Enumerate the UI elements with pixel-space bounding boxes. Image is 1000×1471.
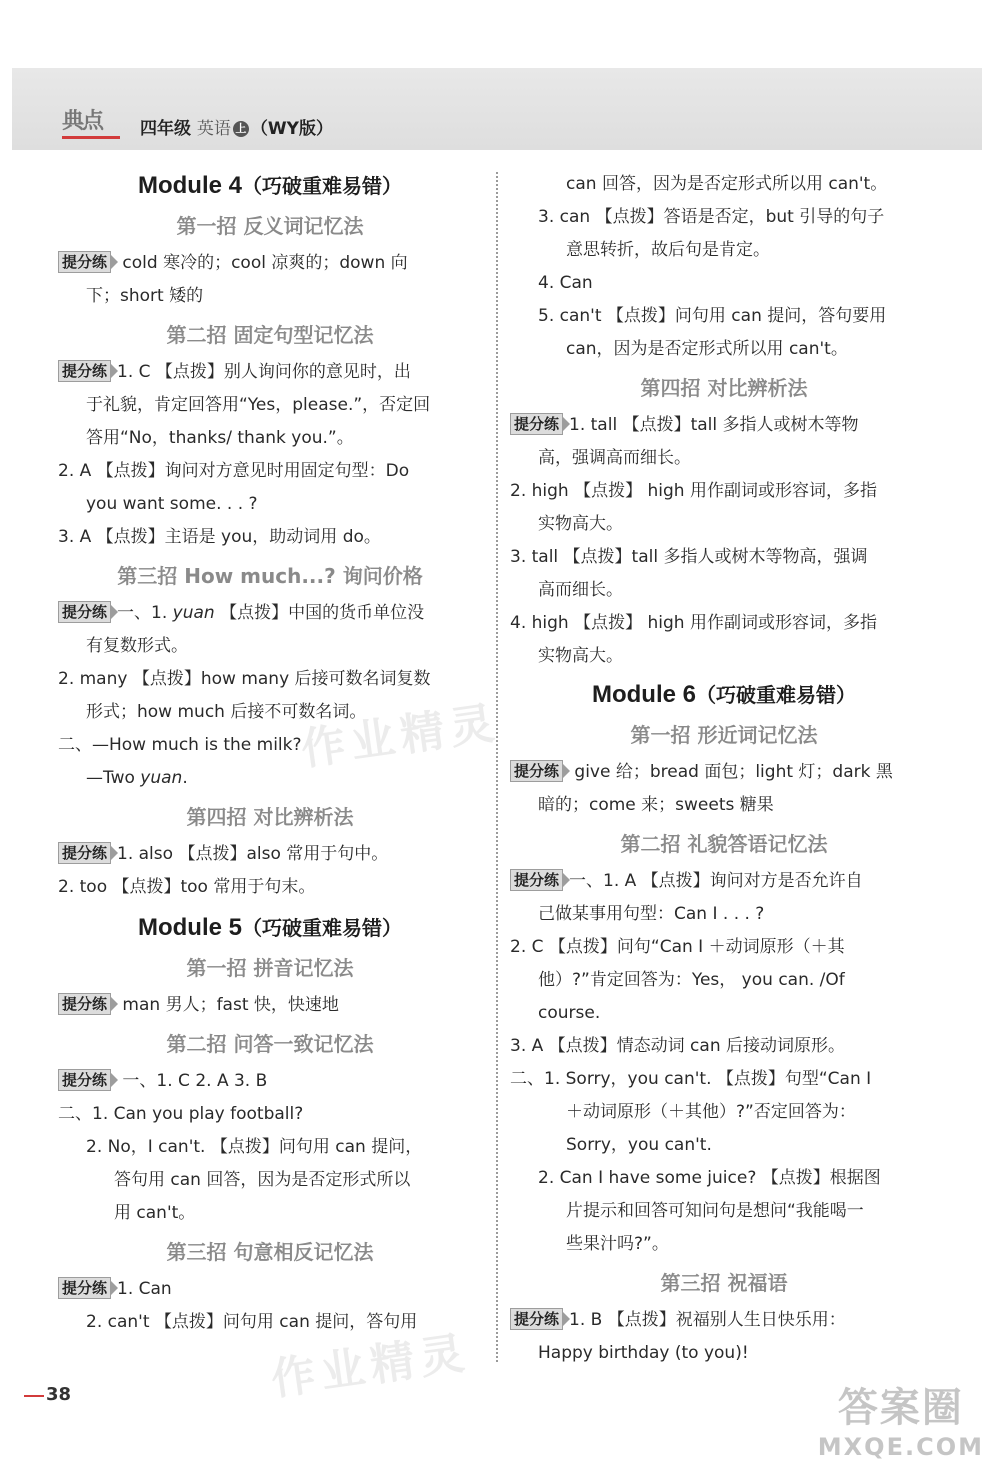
answer-line: 暗的；come 来；sweets 糖果 — [538, 795, 774, 815]
answer-line: 2. too 【点拨】too 常用于句末。 — [58, 877, 316, 897]
answer-line: 2. A 【点拨】询问对方意见时用固定句型：Do — [58, 461, 410, 481]
answer-line: 提分练 一、1. C 2. A 3. B — [58, 1065, 482, 1098]
answer-line: 3. can 【点拨】答语是否定，but 引导的句子 — [538, 207, 885, 227]
answer-line: 3. A 【点拨】主语是 you，助动词用 do。 — [58, 527, 381, 547]
practice-tag: 提分练 — [510, 1308, 563, 1330]
section-title: 第三招 句意相反记忆法 — [166, 1240, 374, 1264]
practice-tag: 提分练 — [510, 869, 563, 891]
answer-line: 提分练 1. also 【点拨】also 常用于句中。 — [58, 838, 482, 871]
module-5-title: Module 5（巧破重难易错） — [137, 914, 402, 941]
practice-tag: 提分练 — [510, 413, 563, 435]
section-title: 第一招 形近词记忆法 — [630, 723, 818, 747]
practice-tag: 提分练 — [58, 842, 111, 864]
answer-line: 形式；how much 后接不可数名词。 — [86, 702, 367, 722]
answer-line: 提分练 1. B 【点拨】祝福别人生日快乐用： — [510, 1304, 938, 1337]
answer-line: 2. many 【点拨】how many 后接可数名词复数 — [58, 669, 431, 689]
volume-badge: 上 — [233, 121, 249, 137]
answer-line: —Two yuan. — [86, 768, 188, 788]
practice-tag: 提分练 — [58, 1277, 111, 1299]
watermark-text: 作业精灵 — [268, 1327, 474, 1406]
answer-line: 提分练 1. tall 【点拨】tall 多指人或树木等物 — [510, 409, 938, 442]
answer-line: 片提示和回答可知问句是想问“我能喝一 — [566, 1201, 864, 1221]
section-title: 第二招 问答一致记忆法 — [166, 1032, 374, 1056]
watermark-site-logo: 答案圈 MXQE.COM — [817, 1385, 984, 1461]
answer-line: 2. No，I can't. 【点拨】问句用 can 提问， — [86, 1137, 423, 1157]
answer-line: 有复数形式。 — [86, 636, 188, 656]
answer-line: 二、1. Sorry，you can't. 【点拨】句型“Can I — [510, 1069, 872, 1089]
page-number: 38 — [46, 1384, 72, 1405]
answer-line: 3. A 【点拨】情态动词 can 后接动词原形。 — [510, 1036, 846, 1056]
practice-tag: 提分练 — [58, 251, 111, 273]
section-title: 第四招 对比辨析法 — [186, 805, 354, 829]
answer-line: 答用“No，thanks/ thank you.”。 — [86, 428, 354, 448]
answer-line: 些果汁吗?”。 — [566, 1234, 669, 1254]
answer-line: 二、—How much is the milk? — [58, 735, 302, 755]
answer-line: 提分练 一、1. yuan 【点拨】中国的货币单位没 — [58, 597, 482, 630]
answer-line: 2. high 【点拨】 high 用作副词或形容词，多指 — [510, 481, 877, 501]
section-title: 第三招 How much...? 询问价格 — [117, 564, 423, 588]
answer-line: 提分练 cold 寒冷的；cool 凉爽的；down 向 — [58, 247, 482, 280]
answer-line: Sorry，you can't. — [566, 1135, 712, 1155]
answer-line: 提分练 give 给；bread 面包；light 灯；dark 黑 — [510, 756, 938, 789]
answer-line: 实物高大。 — [538, 646, 623, 666]
answer-line: 3. tall 【点拨】tall 多指人或树木等物高，强调 — [510, 547, 868, 567]
answer-line: 用 can't。 — [114, 1203, 196, 1223]
answer-line: can，因为是否定形式所以用 can't。 — [566, 339, 848, 359]
answer-line: 答句用 can 回答，因为是否定形式所以 — [114, 1170, 411, 1190]
brand-logo: 典点 — [62, 104, 132, 140]
practice-tag: 提分练 — [510, 760, 563, 782]
watermark-text: 作业精灵 — [298, 697, 504, 776]
section-title: 第二招 礼貌答语记忆法 — [620, 832, 828, 856]
answer-line: you want some. . . ? — [86, 494, 258, 514]
module-4-title: Module 4（巧破重难易错） — [137, 172, 402, 199]
answer-line: 提分练 1. Can — [58, 1273, 482, 1306]
answer-line: 2. Can I have some juice? 【点拨】根据图 — [538, 1168, 881, 1188]
page-header — [12, 68, 982, 150]
logo-accent-bar — [62, 136, 120, 139]
section-title: 第四招 对比辨析法 — [640, 376, 808, 400]
answer-line: 下；short 矮的 — [86, 286, 204, 306]
answer-line: 提分练 1. C 【点拨】别人询问你的意见时，出 — [58, 356, 482, 389]
answer-line: 2. C 【点拨】问句“Can I ＋动词原形（＋其 — [510, 937, 845, 957]
answer-line: ＋动词原形（＋其他）?”否定回答为： — [566, 1102, 856, 1122]
grade-label: 四年级 — [140, 119, 191, 139]
practice-tag: 提分练 — [58, 360, 111, 382]
answer-line: 二、1. Can you play football? — [58, 1104, 304, 1124]
answer-line: can 回答，因为是否定形式所以用 can't。 — [566, 174, 888, 194]
answer-line: 实物高大。 — [538, 514, 623, 534]
practice-tag: 提分练 — [58, 1069, 111, 1091]
answer-line: 提分练 一、1. A 【点拨】询问对方是否允许自 — [510, 865, 938, 898]
practice-tag: 提分练 — [58, 993, 111, 1015]
column-divider — [496, 172, 498, 1362]
practice-tag: 提分练 — [58, 601, 111, 623]
answer-line: 提分练 man 男人；fast 快，快速地 — [58, 989, 482, 1022]
answer-line: 己做某事用句型：Can I . . . ? — [538, 904, 765, 924]
section-title: 第三招 祝福语 — [660, 1271, 788, 1295]
answer-line: Happy birthday (to you)! — [538, 1343, 749, 1363]
edition-label: （WY版） — [250, 119, 333, 139]
answer-line: 4. Can — [538, 273, 593, 293]
answer-line: 高而细长。 — [538, 580, 623, 600]
section-title: 第一招 反义词记忆法 — [176, 214, 364, 238]
answer-line: 意思转折，故后句是肯定。 — [566, 240, 770, 260]
answer-line: 4. high 【点拨】 high 用作副词或形容词，多指 — [510, 613, 877, 633]
answer-line: 于礼貌，肯定回答用“Yes，please.”，否定回 — [86, 395, 431, 415]
answer-line: 5. can't 【点拨】问句用 can 提问，答句要用 — [538, 306, 887, 326]
section-title: 第二招 固定句型记忆法 — [166, 323, 374, 347]
book-title — [140, 114, 333, 139]
module-6-title: Module 6（巧破重难易错） — [591, 681, 856, 708]
section-title: 第一招 拼音记忆法 — [186, 956, 354, 980]
answer-line: 他）?”肯定回答为：Yes， you can. /Of — [538, 970, 845, 990]
answer-line: course. — [538, 1003, 601, 1023]
subject-label: 英语 — [196, 119, 231, 139]
right-column — [510, 168, 938, 1370]
answer-line: 高，强调高而细长。 — [538, 448, 691, 468]
answer-line: 2. can't 【点拨】问句用 can 提问，答句用 — [86, 1312, 418, 1332]
